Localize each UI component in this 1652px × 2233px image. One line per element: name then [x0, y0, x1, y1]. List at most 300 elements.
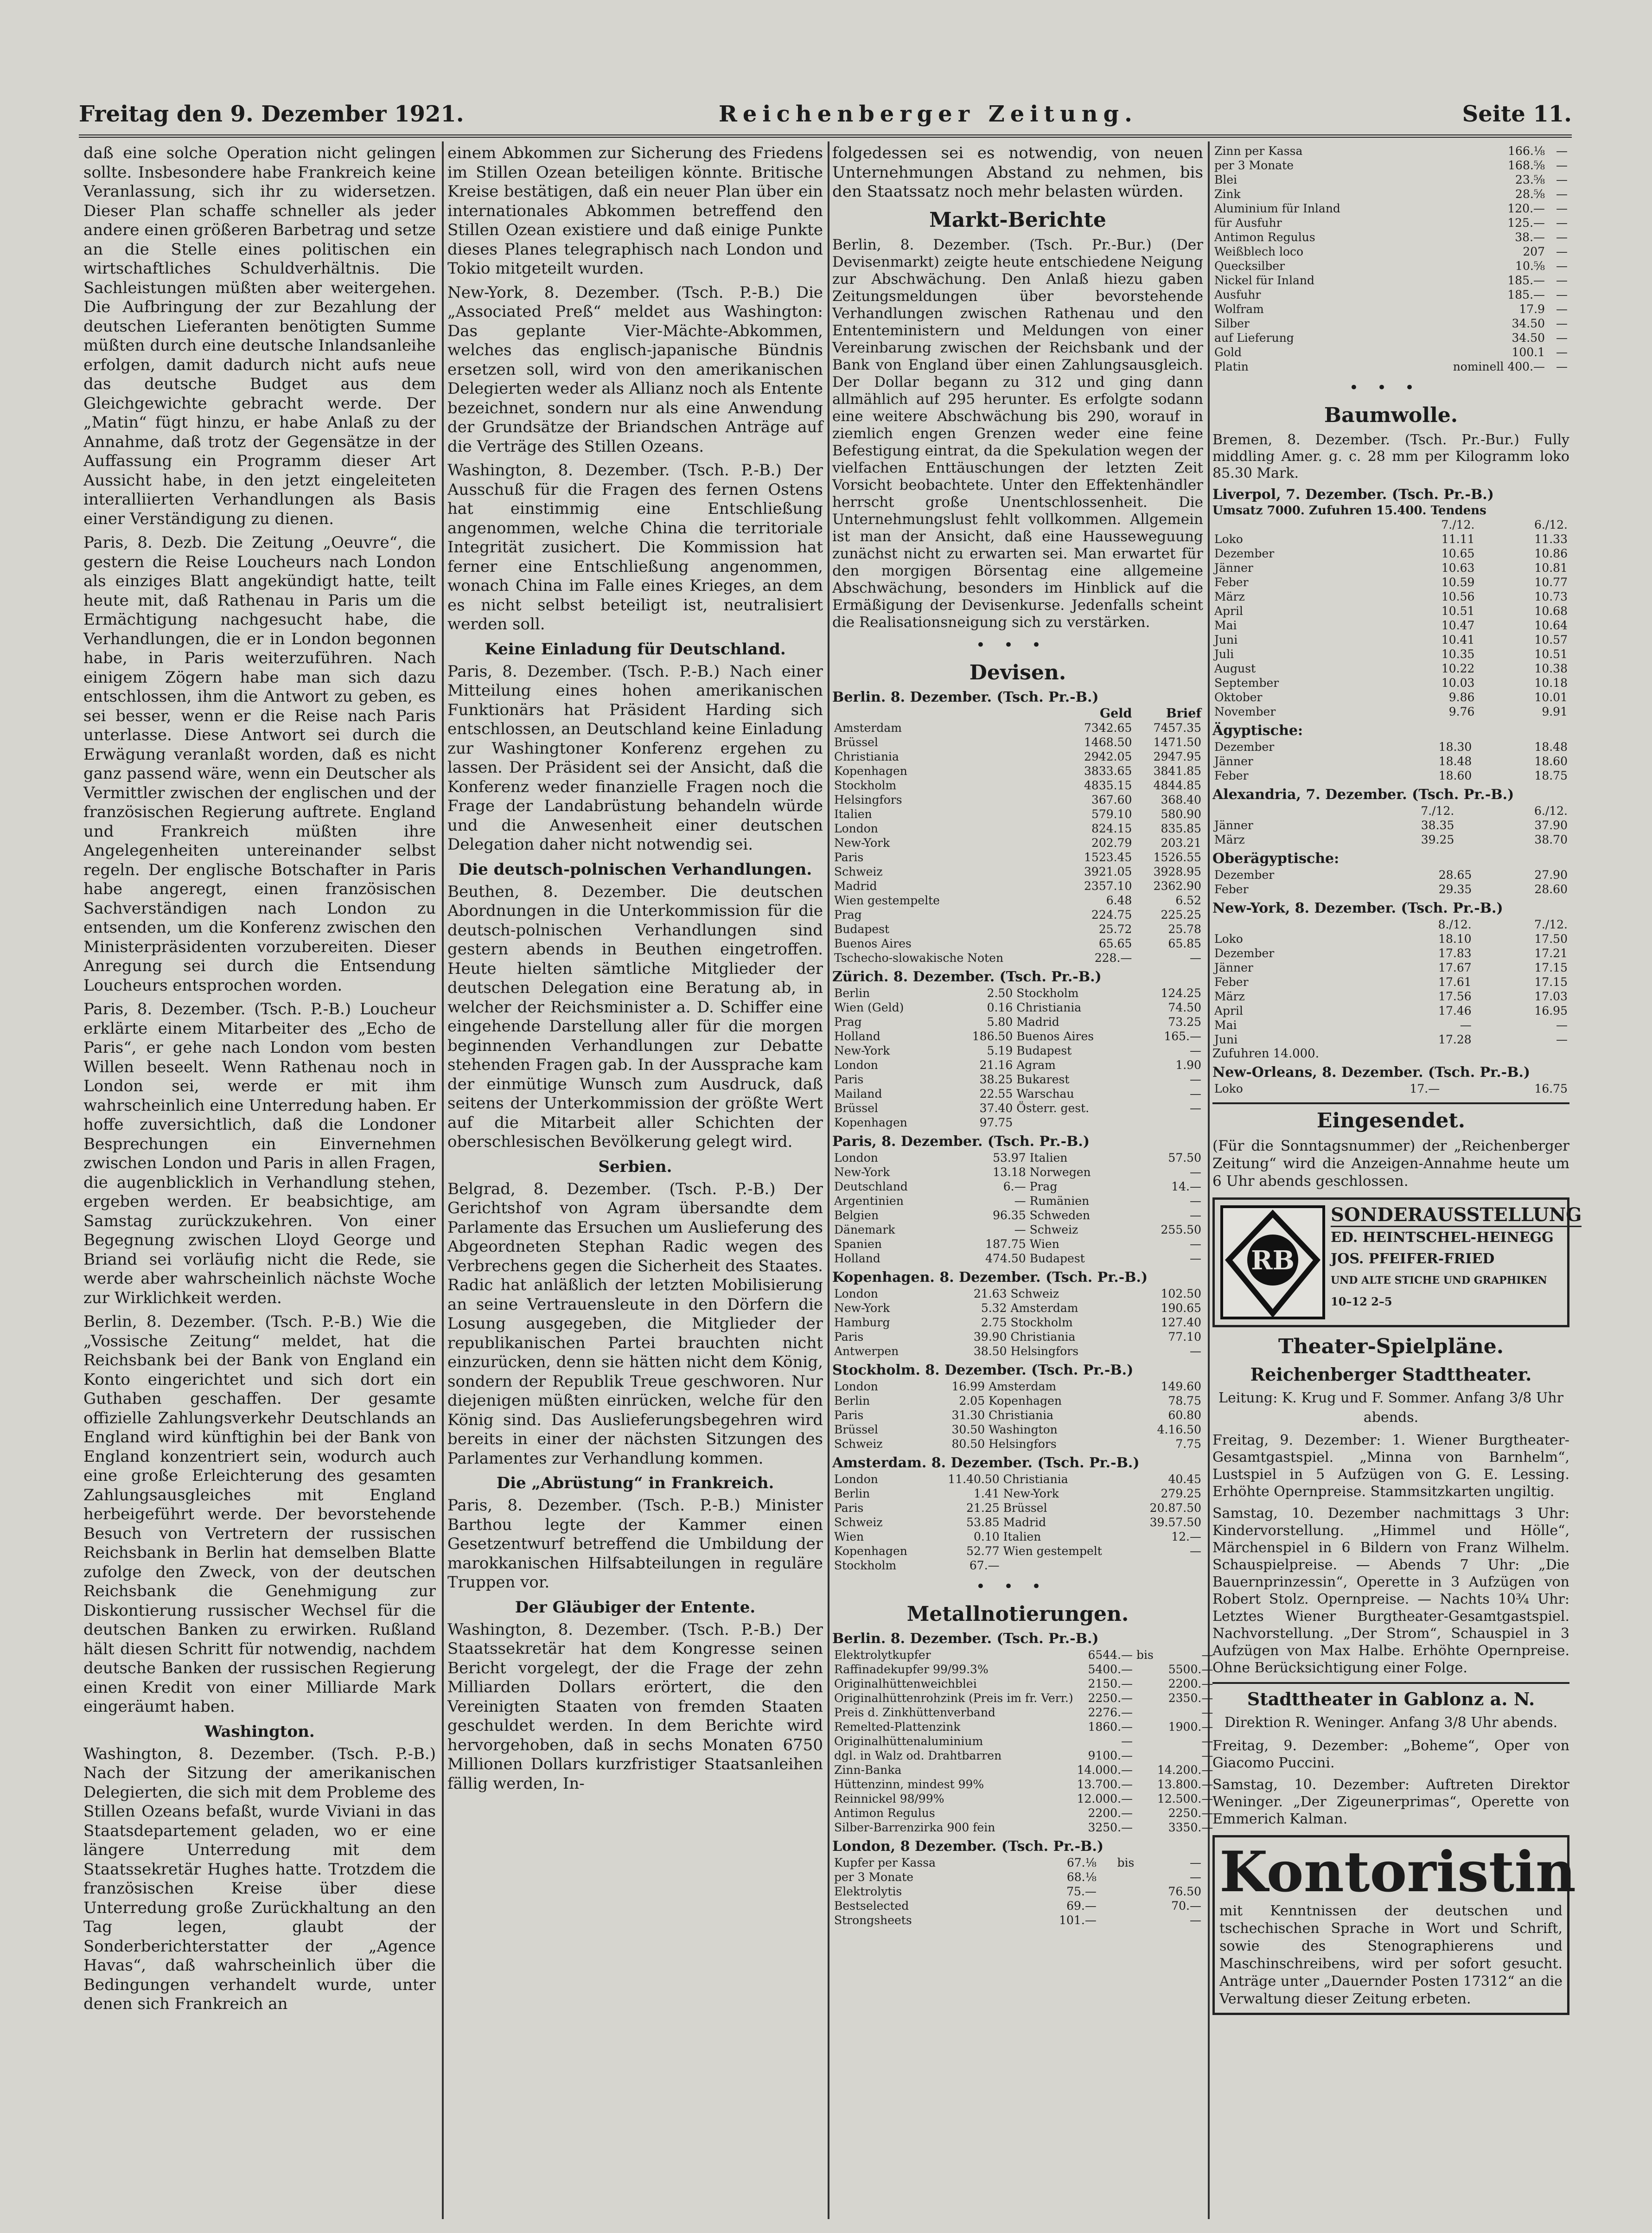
- row-label: New-York: [834, 1043, 890, 1057]
- row-value: —: [1556, 259, 1568, 273]
- article-paragraph: New-York, 8. Dezember. (Tsch. P.-B.) Die „Associated Preß“ meldet aus Washington: Das geplante Vier-Mächte-Abkommen, welches das englisch-japanische Bündnis ersetzen soll, wird von den amerikanischen Delegierten weder als Allianz noch als Entente bezeichnet, sondern nur als eine Anwendung der Grundsätze der Briandschen Anträge auf die Verträge des Stillen Ozeans.: [447, 283, 823, 456]
- row-value: Wien gestempelt: [1003, 1544, 1102, 1558]
- table-row: [832, 1408, 1203, 1422]
- theater-program: Samstag, 10. Dezember nachmittags 3 Uhr: Kindervorstellung. „Himmel und Hölle“, Märchenspiel in 6 Bildern von Franz Wilhelm. Schauspielpreise. — Abends 7 Uhr: „Die Bauernprinzessin“, Operette in 3 Aufzügen von Robert Stolz. Opernpreise. — Nachts 10¾ Uhr: Letztes Wiener Burgtheater-Gesamtgastspiel. Nachvorstellung. „Der Strom“, Schauspiel in 3 Aufzügen von Max Halbe. Erhöhte Opernpreise. Ohne Berücksichtigung einer Folge.: [1212, 1505, 1569, 1676]
- row-value: Italien: [1003, 1529, 1041, 1543]
- row-value: 5500.—: [1168, 1662, 1213, 1676]
- row-value: 12.—: [1171, 1529, 1201, 1543]
- table-row: [832, 922, 1203, 936]
- row-value: Christiania: [1003, 1472, 1068, 1486]
- row-value: —: [1201, 1648, 1213, 1662]
- berlin-devisen-table: [832, 706, 1203, 965]
- row-label: Mai: [1214, 1018, 1237, 1032]
- article-paragraph: folgedessen sei es notwendig, von neuen Unternehmungen Abstand zu nehmen, bis den Staatssatz noch mehr belasten würden.: [832, 144, 1203, 201]
- row-label: London: [834, 1472, 878, 1486]
- row-value: 10.51: [1441, 604, 1475, 618]
- row-label: Raffinadekupfer 99/99.3%: [834, 1662, 989, 1676]
- table-row: [832, 735, 1203, 749]
- table-row: [1212, 661, 1569, 676]
- row-label: Jänner: [1214, 755, 1253, 768]
- row-value: 7342.65: [1084, 721, 1132, 735]
- article-paragraph: Washington, 8. Dezember. (Tsch. P.-B.) Der Ausschuß für die Fragen des fernen Ostens hat einstimmig eine Entschließung angenommen, welche China die territoriale Integrität zusichert. Die Kommission hat ferner eine Entschließung angenommen, wonach China im Falle eines Krieges, an dem es nicht selbst beteiligt ist, neutralisiert werden soll.: [447, 461, 823, 633]
- exhibition-artist: ED. HEINTSCHEL-HEINEGG: [1331, 1229, 1554, 1246]
- table-row: [1212, 804, 1569, 818]
- row-label: Berlin: [834, 1486, 870, 1500]
- row-value: —: [1556, 230, 1568, 244]
- row-label: Brüssel: [834, 1422, 878, 1436]
- table-title: London, 8 Dezember. (Tsch. Pr.-B.): [832, 1838, 1104, 1855]
- row-value: 368.40: [1161, 793, 1201, 806]
- row-value: 80.50: [951, 1437, 985, 1451]
- row-value: 17.—: [1410, 1082, 1440, 1095]
- row-label: Dezember: [1214, 947, 1275, 960]
- row-value: 3250.—: [1088, 1820, 1133, 1834]
- row-value: bis: [1136, 1648, 1154, 1662]
- row-value: 11.11: [1441, 532, 1475, 546]
- table-row: [832, 1705, 1215, 1720]
- row-label: April: [1214, 1004, 1243, 1017]
- article-paragraph: Paris, 8. Dezember. (Tsch. P.-B.) Loucheur erklärte einem Mitarbeiter des „Echo de Paris“, er gehe nach London vom besten Willen beseelt. Wenn Rathenau noch in London sei, werde er mit ihm wahrscheinlich eine Unterredung haben. Er hoffe zuversichtlich, daß die Londoner Besprechungen ein Einvernehmen zwischen London und Paris in allen Fragen, die augenblicklich in Verhandlung stehen, ergeben werden. Er beabsichtige, am Samstag zurückzukehren. Von einer Begegnung zwischen Lloyd George und Briand sei vorläufig nicht die Rede, sie werde aber wahrscheinlich nächste Woche zur Wirklichkeit werden.: [83, 1000, 436, 1307]
- row-label: Aluminium für Inland: [1214, 202, 1340, 215]
- table-row: [1212, 882, 1569, 896]
- row-value: 67.⅛: [1066, 1856, 1097, 1869]
- table-row: [1212, 561, 1569, 575]
- row-label: per 3 Monate: [1214, 159, 1294, 172]
- row-value: —: [1556, 317, 1568, 330]
- row-value: 228.—: [1094, 951, 1132, 965]
- row-value: —: [1201, 1734, 1213, 1748]
- london-metal-table-continued: [1212, 144, 1569, 374]
- table-row: [832, 1720, 1215, 1734]
- table-row: [832, 721, 1203, 735]
- table-row: [1212, 201, 1569, 216]
- exhibition-logo-icon: [1219, 1204, 1326, 1320]
- market-report: Berlin, 8. Dezember. (Tsch. Pr.-Bur.) (Der Devisenmarkt) zeigte heute entschiedene Neigung zur Abschwächung. Den Anlaß hiezu gaben Zeitungsmeldungen über bevorstehende Verhandlungen zwischen Rathenau und den Ententeministern und Meldungen von einer Vereinbarung zwischen der Reichsbank und der Bank von England über einen Zahlungsausgleich. Der Dollar begann zu 312 und ging dann allmählich auf 295 herunter. Es erfolgte sodann eine weitere Abschwächung bis 290, worauf in ziemlich engen Grenzen weder eine feine Befestigung eintrat, da die Spekulation wegen der vielfachen Enttäuschungen der letzten Zeit Vorsicht beobachtete. Unter den Effektenhändler herrscht große Unentschlossenheit. Die Unternehmungslust fehlt vollkommen. Allgemein ist man der Ansicht, daß eine Hausseweguung zunächst nicht zu erwarten sei. Man erwartet für den morgigen Börsentag eine allgemeine Abschwächung, besonders im Hinblick auf die Ermäßigung der Devisenkurse. Jedenfalls scheint die Realisationsneigung sich zu verstärken.: [832, 236, 1203, 631]
- row-value: —: [1190, 1087, 1201, 1101]
- table-row: [1212, 144, 1569, 158]
- row-label: Helsingfors: [834, 793, 902, 806]
- row-value: 39.90: [973, 1330, 1007, 1344]
- row-value: Madrid: [1003, 1515, 1046, 1529]
- logo-letters: RB: [1251, 1245, 1295, 1276]
- row-value: 17.61: [1438, 975, 1472, 989]
- row-value: 14.—: [1171, 1179, 1201, 1193]
- table-row: [832, 1058, 1203, 1072]
- article-paragraph: Paris, 8. Dezember. (Tsch. P.-B.) Minister Barthou legte der Kammer einen Gesetzentwurf betreffend die Umbildung der marokkanischen Hilfsabteilungen in reguläre Truppen vor.: [447, 1496, 823, 1592]
- row-value: Schweiz: [1010, 1286, 1059, 1300]
- row-value: Buenos Aires: [1016, 1029, 1094, 1043]
- row-label: London: [834, 1058, 878, 1072]
- row-value: 10.57: [1534, 633, 1568, 646]
- divider-dots: •••: [976, 635, 1060, 654]
- row-value: 2.50: [987, 986, 1013, 1000]
- table-row: [832, 821, 1203, 836]
- row-value: 75.—: [1066, 1884, 1097, 1898]
- table-row: [832, 1115, 1203, 1130]
- row-value: —: [1201, 1705, 1213, 1719]
- row-value: 16.99: [951, 1379, 985, 1393]
- row-label: März: [1214, 990, 1245, 1003]
- row-value: 10.73: [1534, 590, 1568, 603]
- table-row: [832, 1330, 1203, 1344]
- row-value: [1135, 1806, 1155, 1820]
- row-value: 10.65: [1441, 547, 1475, 560]
- row-value: 27.90: [1534, 868, 1568, 882]
- row-value: 18.10: [1438, 932, 1472, 946]
- row-value: 70.—: [1171, 1899, 1201, 1913]
- table-row: [1212, 288, 1569, 302]
- row-value: Wien: [1029, 1237, 1059, 1251]
- row-value: 2362.90: [1153, 879, 1201, 893]
- section-heading: Baumwolle.: [1324, 403, 1458, 427]
- row-value: 7.75: [1175, 1437, 1201, 1451]
- row-label: London: [834, 1151, 878, 1164]
- row-value: [1135, 1705, 1155, 1720]
- row-value: 67.—: [969, 1558, 1000, 1572]
- table-row: [1212, 259, 1569, 273]
- table-row: [832, 951, 1203, 965]
- row-label: Quecksilber: [1214, 259, 1285, 273]
- column-header: Geld: [1100, 706, 1132, 721]
- row-label: März: [1214, 590, 1245, 603]
- column-rule: [442, 141, 444, 2219]
- table-row: [832, 764, 1203, 778]
- row-value: 6.48: [1106, 893, 1132, 907]
- row-value: 11.33: [1534, 532, 1568, 546]
- row-value: —: [1556, 187, 1568, 201]
- row-value: 1468.50: [1084, 735, 1132, 749]
- row-label: New-York: [834, 1301, 890, 1315]
- row-value: 7457.35: [1153, 721, 1201, 735]
- table-row: [1212, 302, 1569, 316]
- table-row: [832, 936, 1203, 951]
- row-label: Ausfuhr: [1214, 288, 1261, 301]
- table-row: [832, 1870, 1203, 1884]
- row-value: —: [1190, 1237, 1201, 1251]
- row-value: 2.05: [959, 1394, 985, 1408]
- exhibition-advertisement: [1212, 1197, 1582, 1327]
- row-value: 4835.15: [1084, 778, 1132, 792]
- table-row: [1212, 575, 1569, 589]
- row-value: —: [1556, 331, 1568, 345]
- page-header: [79, 93, 1572, 138]
- row-value: 5.80: [987, 1015, 1013, 1029]
- exhibition-text: [1331, 1204, 1582, 1320]
- table-row: [832, 1301, 1203, 1315]
- row-value: Amsterdam: [989, 1379, 1057, 1393]
- table-title: Alexandria, 7. Dezember. (Tsch. Pr.-B.): [1212, 787, 1514, 803]
- row-value: 6544.—: [1088, 1648, 1133, 1662]
- row-value: 10.56: [1441, 590, 1475, 603]
- row-value: —: [1460, 1018, 1472, 1032]
- table-row: [832, 836, 1203, 850]
- row-value: 17.46: [1438, 1004, 1472, 1017]
- row-value: 2357.10: [1084, 879, 1132, 893]
- zurich-devisen-table: [832, 986, 1203, 1130]
- row-label: Juni: [1214, 1033, 1238, 1046]
- row-label: Strongsheets: [834, 1913, 912, 1927]
- exhibition-artist: JOS. PFEIFER-FRIED: [1331, 1251, 1495, 1267]
- table-title: Zürich. 8. Dezember. (Tsch. Pr.-B.): [832, 968, 1102, 985]
- table-row: [832, 850, 1203, 864]
- row-value: 28.60: [1534, 883, 1568, 896]
- table-row: [1212, 230, 1569, 244]
- row-value: 18.60: [1438, 769, 1472, 782]
- row-value: 16.75: [1534, 1082, 1568, 1095]
- row-value: —: [1190, 1165, 1201, 1179]
- row-value: 149.60: [1161, 1379, 1201, 1393]
- section-heading: Devisen.: [969, 660, 1066, 685]
- row-label: Wolfram: [1214, 302, 1264, 316]
- row-label: Brüssel: [834, 735, 878, 749]
- table-row: [1212, 216, 1569, 230]
- table-row: [1212, 173, 1569, 187]
- table-row: [1212, 532, 1569, 546]
- row-value: [1098, 1870, 1136, 1884]
- row-value: —: [1190, 1870, 1201, 1884]
- row-value: 6./12.: [1534, 518, 1568, 531]
- column-rule: [1208, 141, 1210, 2219]
- row-value: 38.70: [1534, 833, 1568, 846]
- row-value: Christiania: [989, 1408, 1054, 1422]
- row-value: 166.⅛: [1508, 144, 1545, 158]
- row-value: 10.⅝: [1515, 259, 1545, 273]
- row-label: Originalhüttenrohzink (Preis im fr. Verr.): [834, 1691, 1073, 1705]
- row-value: 2350.—: [1168, 1691, 1213, 1705]
- row-value: 0.16: [987, 1000, 1013, 1014]
- table-row: [1212, 946, 1569, 960]
- row-value: 23.⅝: [1515, 173, 1545, 186]
- table-row: [832, 1734, 1215, 1748]
- row-label: Loko: [1214, 932, 1243, 946]
- row-value: 190.65: [1161, 1301, 1201, 1315]
- row-value: [1136, 1115, 1203, 1130]
- row-value: Rumänien: [1029, 1194, 1090, 1208]
- row-label: Nickel für Inland: [1214, 274, 1314, 287]
- row-value: Schweden: [1029, 1208, 1090, 1222]
- newyork-cotton-table: [1212, 917, 1569, 1047]
- row-value: 37.40: [979, 1101, 1013, 1115]
- row-value: 9.86: [1448, 691, 1475, 704]
- row-value: 7./12.: [1421, 804, 1454, 818]
- article-paragraph: Washington, 8. Dezember. (Tsch. P.-B.) Nach der Sitzung der amerikanischen Delegierten, die sich mit dem Probleme des Stillen Ozeans befaßt, wurde Viviani in das Staatsdepartement geladen, wo er eine längere Unterredung mit dem Staatssekretär Hughes hatte. Trotzdem die französischen Kreise über diese Unterredung große Zurückhaltung an den Tag legen, glaubt der Sonderberichterstatter der „Agence Havas“, daß wahrscheinlich über die Bedingungen verhandelt wurde, unter denen sich Frankreich an: [83, 1744, 436, 2013]
- row-value: —: [1014, 1194, 1026, 1208]
- table-row: [832, 893, 1203, 908]
- paris-devisen-table: [832, 1151, 1203, 1266]
- row-label: London: [834, 821, 878, 835]
- article-paragraph: Washington, 8. Dezember. (Tsch. P.-B.) Der Staatssekretär hat dem Kongresse seinen Bericht vorgelegt, der die Frage der zehn Milliarden Dollars erörtert, die den Vereinigten Staaten von fremden Staaten geschuldet werden. In dem Berichte wird hervorgehoben, daß in sechs Monaten 6750 Millionen Dollars kurzfristiger Staatsanleihen fällig werden, In-: [447, 1620, 823, 1793]
- table-row: [832, 1648, 1215, 1662]
- row-value: Stockholm: [1010, 1315, 1073, 1329]
- row-value: —: [1190, 1043, 1201, 1057]
- row-label: Schweiz: [834, 1437, 883, 1451]
- row-value: 53.97: [993, 1151, 1026, 1164]
- row-value: 10.77: [1534, 576, 1568, 589]
- row-value: 17.67: [1438, 961, 1472, 974]
- row-value: —: [1556, 346, 1568, 359]
- section-heading: Markt-Berichte: [929, 208, 1106, 232]
- row-value: [1135, 1734, 1155, 1748]
- row-label: Zinn-Banka: [834, 1763, 902, 1777]
- row-label: Madrid: [834, 879, 877, 893]
- table-row: [832, 1792, 1215, 1806]
- row-value: 16.95: [1534, 1004, 1568, 1017]
- alexandria-cotton-table: [1212, 804, 1569, 847]
- column-3: [832, 144, 1213, 2221]
- row-value: 6./12.: [1534, 804, 1568, 818]
- table-row: [832, 1315, 1203, 1330]
- row-label: [1212, 917, 1377, 932]
- table-row: [832, 1194, 1203, 1208]
- row-value: Warschau: [1016, 1087, 1074, 1101]
- row-value: 60.80: [1168, 1408, 1201, 1422]
- row-value: 10.41: [1441, 633, 1475, 646]
- row-label: Feber: [1214, 576, 1249, 589]
- table-row: [832, 1486, 1203, 1501]
- row-value: 38.—: [1515, 230, 1545, 244]
- row-value: —: [1190, 1344, 1201, 1358]
- row-value: 18.75: [1534, 769, 1568, 782]
- row-label: Zinn per Kassa: [1214, 144, 1303, 158]
- theater-heading: Stadttheater in Gablonz a. N.: [1212, 1682, 1569, 1709]
- row-value: Bukarest: [1016, 1072, 1070, 1086]
- row-value: 65.65: [1098, 936, 1132, 950]
- row-value: Washington: [989, 1422, 1058, 1436]
- neworleans-cotton-table: [1212, 1081, 1569, 1096]
- row-value: 20.87.50: [1149, 1501, 1201, 1515]
- row-label: Paris: [834, 1501, 864, 1515]
- row-label: Italien: [834, 807, 872, 821]
- row-value: 824.15: [1091, 821, 1132, 835]
- row-value: —: [1121, 1734, 1133, 1748]
- liverpool-cotton-table: [1212, 518, 1569, 719]
- kopenhagen-devisen-table: [832, 1286, 1203, 1358]
- table-row: [832, 1179, 1203, 1194]
- row-value: 18.30: [1438, 740, 1472, 754]
- row-value: 185.—: [1507, 288, 1545, 301]
- column-2: [447, 144, 823, 2221]
- table-row: [832, 1101, 1203, 1115]
- row-label: Paris: [834, 1072, 864, 1086]
- table-row: [832, 1072, 1203, 1087]
- row-value: 10.64: [1534, 619, 1568, 632]
- table-row: [1212, 818, 1569, 832]
- article-paragraph: daß eine solche Operation nicht gelingen sollte. Insbesondere habe Frankreich keine Veranlassung, sich ihr zu widersetzen. Dieser Plan schaffe schneller als jeder andere einen größeren Barbetrag und setze an die Stelle eines politischen ein wirtschaftliches Schuldverhältnis. Die Sachleistungen müßten aber weitergehen. Die Aufbringung der zur Bezahlung der deutschen Lieferanten benötigten Summe müßten durch eine deutsche Inlandsanleihe erfolgen, damit dadurch nicht aufs neue das deutsche Budget aus dem Gleichgewichte gebracht werde. Der „Matin“ fügt hinzu, er habe Anlaß zu der Annahme, daß trotz der Gegensätze in der Auffassung ein Programm dieser Art Aussicht habe, in den jetzt eingeleiteten interalliierten Verhandlungen als Basis einer Verständigung zu dienen.: [83, 144, 436, 528]
- row-value: —: [1556, 202, 1568, 215]
- table-row: [832, 1394, 1203, 1408]
- table-row: [1212, 345, 1569, 359]
- table-row: [1212, 932, 1569, 946]
- row-value: 25.72: [1098, 922, 1132, 936]
- row-label: Blei: [1214, 173, 1237, 186]
- row-value: 203.21: [1161, 836, 1201, 850]
- exhibition-subtitle: UND ALTE STICHE UND GRAPHIKEN: [1331, 1274, 1547, 1286]
- row-value: 97.75: [979, 1115, 1013, 1129]
- row-value: Norwegen: [1029, 1165, 1091, 1179]
- table-title: Berlin. 8. Dezember. (Tsch. Pr.-B.): [832, 1630, 1099, 1647]
- section-heading: Die deutsch-polnischen Verhandlungen.: [458, 860, 812, 879]
- article-paragraph: Paris, 8. Dezember. (Tsch. P.-B.) Nach einer Mitteilung eines hohen amerikanischen Funktionärs hat Präsident Harding sich entschlossen, an Deutschland keine Einladung zur Washingtoner Konferenz ergehen zu lassen. Der Präsident sei der Ansicht, daß die Konferenz weder finanzielle Fragen noch die Frage der Landabrüstung behandeln würde und die Anwesenheit einer deutschen Delegation daher nicht notwendig sei.: [447, 662, 823, 854]
- row-label: Dezember: [1214, 740, 1275, 754]
- row-value: 10.35: [1441, 647, 1475, 661]
- row-label: [1212, 518, 1384, 532]
- table-title: Liverpol, 7. Dezember. (Tsch. Pr.-B.): [1212, 486, 1494, 503]
- row-label: per 3 Monate: [834, 1870, 914, 1884]
- divider-dots: •••: [1349, 378, 1433, 397]
- row-value: —: [1190, 1544, 1201, 1558]
- row-value: —: [1556, 302, 1568, 316]
- section-heading: Keine Einladung für Deutschland.: [485, 640, 786, 659]
- theater-program: Samstag, 10. Dezember: Auftreten Direktor Weninger. „Der Zigeunerprimas“, Operette von Emmerich Kalman.: [1212, 1776, 1569, 1827]
- egyptian-cotton-table: [1212, 740, 1569, 783]
- row-value: Madrid: [1016, 1015, 1059, 1029]
- amsterdam-devisen-table: [832, 1472, 1203, 1573]
- row-value: 835.85: [1161, 821, 1201, 835]
- row-value: —: [1190, 951, 1201, 965]
- row-value: 1523.45: [1084, 850, 1132, 864]
- table-row: [1212, 676, 1569, 690]
- row-label: Elektrolytis: [834, 1884, 902, 1898]
- row-value: 185.—: [1507, 274, 1545, 287]
- divider-dots: •••: [976, 1577, 1060, 1596]
- row-label: Hüttenzinn, mindest 99%: [834, 1777, 984, 1791]
- row-value: Helsingfors: [989, 1437, 1057, 1451]
- theater-program: Freitag, 9. Dezember: „Boheme“, Oper von Giacomo Puccini.: [1212, 1737, 1569, 1771]
- table-row: [832, 1472, 1203, 1486]
- row-value: Stockholm: [1016, 986, 1079, 1000]
- row-value: 13.800.—: [1157, 1777, 1213, 1791]
- row-value: 40.45: [1168, 1472, 1201, 1486]
- row-value: [1135, 1720, 1155, 1734]
- row-value: 207: [1523, 245, 1545, 258]
- table-row: [832, 1558, 1203, 1573]
- row-value: —: [1190, 1913, 1201, 1927]
- row-label: London: [834, 1286, 878, 1300]
- row-value: Österr. gest.: [1016, 1101, 1090, 1115]
- table-row: [832, 1515, 1203, 1529]
- row-label: Silber-Barrenzirka 900 fein: [834, 1820, 995, 1834]
- row-value: 65.85: [1168, 936, 1201, 950]
- row-label: Berlin: [834, 1394, 870, 1408]
- row-value: 10.01: [1534, 691, 1568, 704]
- row-value: 17.83: [1438, 947, 1472, 960]
- row-value: 186.50: [972, 1029, 1013, 1043]
- row-label: New-York: [834, 1165, 890, 1179]
- row-label: Schweiz: [834, 864, 883, 878]
- row-value: 255.50: [1161, 1222, 1201, 1236]
- row-value: Schweiz: [1029, 1222, 1078, 1236]
- row-label: Weißblech loco: [1214, 245, 1304, 258]
- row-value: —: [1190, 1194, 1201, 1208]
- table-row: [832, 1820, 1215, 1835]
- row-value: 53.85: [966, 1515, 1000, 1529]
- row-label: August: [1214, 662, 1256, 675]
- row-label: September: [1214, 676, 1279, 690]
- row-value: 1526.55: [1153, 850, 1201, 864]
- row-label: Spanien: [834, 1237, 882, 1251]
- row-value: 10.68: [1534, 604, 1568, 618]
- row-value: 474.50: [985, 1251, 1026, 1265]
- row-label: auf Lieferung: [1214, 331, 1294, 345]
- table-row: [832, 1286, 1203, 1301]
- table-row: [832, 1529, 1203, 1544]
- row-value: [1135, 1820, 1155, 1835]
- table-title: Amsterdam. 8. Dezember. (Tsch. Pr.-B.): [832, 1454, 1140, 1471]
- row-value: 9100.—: [1088, 1748, 1133, 1762]
- row-label: dgl. in Walz od. Drahtbarren: [834, 1748, 1002, 1762]
- row-label: Jänner: [1214, 961, 1253, 974]
- article-paragraph: Beuthen, 8. Dezember. Die deutschen Abordnungen in die Unterkommission für die deutsch-polnischen Verhandlungen sind gestern abends in Beuthen eingetroffen. Heute hielten sämtliche Mitglieder der deutschen Delegation eine Beratung ab, in welcher der Reichsminister a. D. Schiffer eine eingehende Darstellung aller für die morgen beginnenden Verhandlungen zur Debatte stehenden Fragen gab. In der Aussprache kam der einmütige Wunsch zum Ausdruck, daß seitens der Unterkommission der größte Wert auf die Mitarbeit aller Schichten der oberschlesischen Bevölkerung gelegt wird.: [447, 882, 823, 1151]
